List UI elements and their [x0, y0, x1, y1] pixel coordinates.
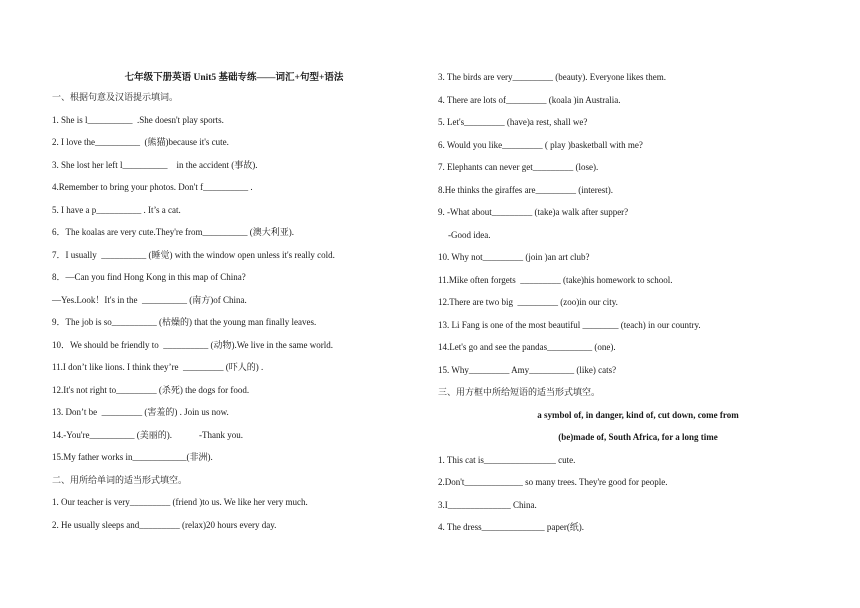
exercise-line: —Yes.Look！It's in the __________ (南方)of China.: [52, 294, 247, 305]
exercise-line: 2. I love the__________ (熊猫)because it's cute.: [52, 137, 229, 147]
exercise-line: 15. Why_________ Amy__________ (like) cats?: [438, 364, 617, 375]
exercise-line: 10. Why not_________ (join )an art club?: [438, 252, 590, 262]
exercise-line: 5. Let's_________ (have)a rest, shall we?: [438, 117, 588, 127]
exercise-line: 14.-You're__________ (美丽的). -Thank you.: [52, 429, 243, 440]
exercise-line: 14.Let's go and see the pandas__________ (one).: [438, 342, 616, 352]
section-heading: 一、根据句意及汉语提示填词。: [52, 92, 179, 102]
exercise-line: 7. Elephants can never get_________ (lose).: [438, 162, 599, 172]
exercise-line: 11.I don’t like lions. I think they’re _________ (吓人的) .: [52, 362, 264, 372]
exercise-line: 6．The koalas are very cute.They're from__________ (澳大利亚).: [52, 227, 295, 237]
exercise-line: 7．I usually __________ (睡觉) with the window open unless it's really cold.: [52, 249, 335, 260]
exercise-line: 5. I have a p__________ . It’s a cat.: [52, 204, 181, 215]
exercise-line: 12.It's not right to_________ (杀死) the dogs for food.: [52, 384, 250, 395]
exercise-line: -Good idea.: [448, 229, 491, 240]
phrase-box-line: a symbol of, in danger, kind of, cut down, come from: [537, 409, 739, 420]
exercise-line: 3. The birds are very_________ (beauty). Everyone likes them.: [438, 72, 667, 82]
exercise-line: 9. -What about_________ (take)a walk after supper?: [438, 207, 629, 217]
exercise-line: 6. Would you like_________ ( play )basketball with me?: [438, 139, 643, 150]
exercise-line: 15.My father works in____________(非洲).: [52, 452, 213, 462]
exercise-line: 8．—Can you find Hong Kong in this map of China?: [52, 272, 246, 282]
exercise-line: 12.There are two big _________ (zoo)in our city.: [438, 297, 618, 307]
exercise-line: 2.Don't_____________ so many trees. They're good for people.: [438, 477, 668, 487]
exercise-line: 4. There are lots of_________ (koala )in Australia.: [438, 94, 621, 105]
exercise-line: 4. The dress______________ paper(纸).: [438, 522, 585, 532]
exercise-line: 3. She lost her left l__________ in the accident (事故).: [52, 159, 258, 170]
exercise-line: 11.Mike often forgets _________ (take)his homework to school.: [438, 274, 673, 285]
exercise-line: 13. Don’t be _________ (害羞的) . Join us now.: [52, 407, 229, 417]
section-heading: 三、用方框中所给短语的适当形式填空。: [438, 387, 601, 397]
section-heading: 二、用所给单词的适当形式填空。: [52, 474, 188, 485]
exercise-line: 4.Remember to bring your photos. Don't f__________ .: [52, 182, 253, 192]
right-column: [438, 70, 838, 539]
left-column: [52, 70, 412, 536]
exercise-line: 1. Our teacher is very_________ (friend )to us. We like her very much.: [52, 497, 308, 507]
exercise-line: 2. He usually sleeps and_________ (relax)20 hours every day.: [52, 519, 277, 530]
exercise-line: 1. This cat is________________ cute.: [438, 454, 576, 465]
exercise-line: 9．The job is so__________ (枯燥的) that the young man finally leaves.: [52, 317, 317, 327]
exercise-line: 8.He thinks the giraffes are_________ (interest).: [438, 184, 614, 195]
exercise-line: 3.I______________ China.: [438, 499, 537, 510]
exercise-line: 13. Li Fang is one of the most beautiful ________ (teach) in our country.: [438, 319, 701, 330]
phrase-box-line: (be)made of, South Africa, for a long time: [558, 432, 718, 442]
exercise-line: 1. She is l__________ .She doesn't play sports.: [52, 114, 224, 125]
exercise-line: 10．We should be friendly to __________ (动物).We live in the same world.: [52, 339, 333, 350]
worksheet-title: 七年级下册英语 Unit5 基础专练——词汇+句型+语法: [124, 73, 344, 83]
